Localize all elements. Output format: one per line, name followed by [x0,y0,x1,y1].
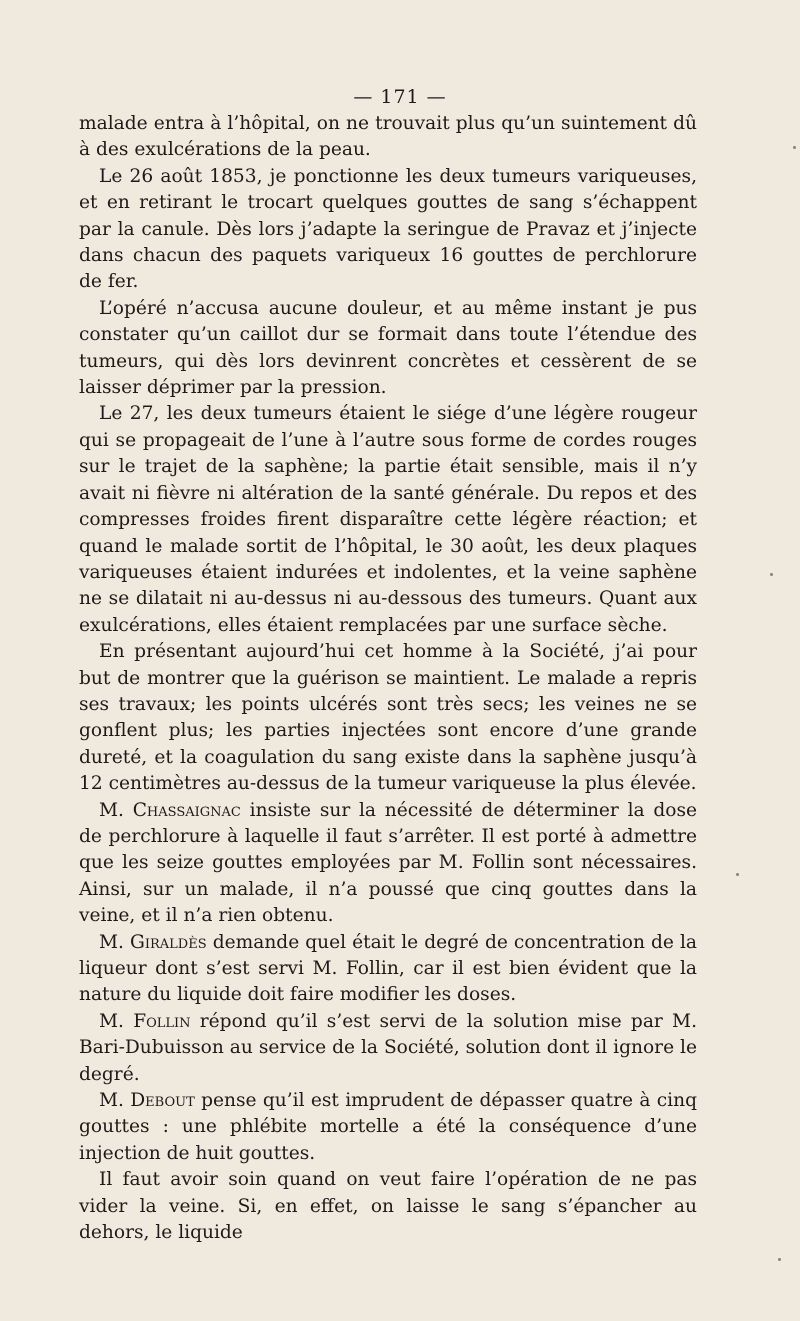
paragraph: malade entra à l’hôpital, on ne trouvait plus qu’un suintement dû à des exulcérations de la peau. [79,113,697,161]
paper-speck [778,1258,781,1261]
speaker-name: M. Chassaignac [99,799,241,821]
speaker-statement: demande quel était le degré de concentration de la liqueur dont s’est servi M. Follin, car il est bien évident que la nature du liquide doit faire modifier les doses. [79,931,698,1006]
paragraph [79,1009,697,1088]
body-text [79,111,697,1246]
paragraph: Il faut avoir soin quand on veut faire l’opération de ne pas vider la veine. Si, en effet, on laisse le sang s’épancher au dehors, le liquide [79,1169,697,1244]
speaker-statement: pense qu’il est imprudent de dépasser quatre à cinq gouttes : une phlébite mortelle a été la conséquence d’une injection de huit gouttes. [79,1090,697,1164]
paper-speck [793,146,796,149]
paragraph [79,1088,697,1167]
paragraph [79,798,697,930]
paper-speck [770,573,773,576]
speaker-statement: répond qu’il s’est servi de la solution mise par M. Bari-Dubuisson au service de la Société, solution dont il ignore le degré. [79,1010,697,1085]
speaker-name: M. Giraldès [99,931,207,953]
page-number: — 171 — [353,86,447,108]
paragraph: En présentant aujourd’hui cet homme à la Société, j’ai pour but de montrer que la guérison se maintient. Le malade a repris ses travaux; les points ulcérés sont très secs; les veines ne se gonflent plus; les parties injectées sont encore d’une grande dureté, et la coagulation du sang existe dans la saphène jusqu’à 12 centimètres au-dessus de la tumeur variqueuse la plus élevée. [79,641,697,795]
paper-speck [736,873,739,876]
paragraph: Le 26 août 1853, je ponctionne les deux tumeurs variqueuses, et en retirant le trocart quelques gouttes de sang s’échappent par la canule. Dès lors j’adapte la seringue de Pravaz et j’injecte dans chacun des paquets variqueux 16 gouttes de perchlorure de fer. [79,165,697,293]
speaker-statement: insiste sur la nécessité de déterminer la dose de perchlorure à laquelle il faut s’arrêter. Il est porté à admettre que les seize gouttes employées par M. Follin sont nécessaires. Ainsi, sur un malade, il n’a poussé que cinq gouttes dans la veine, et il n’a rien obtenu. [79,799,698,927]
paragraph: Le 27, les deux tumeurs étaient le siége d’une légère rougeur qui se propageait de l’une à l’autre sous forme de cordes rouges sur le trajet de la saphène; la partie était sensible, mais il n’y avait ni fièvre ni altération de la santé générale. Du repos et des compresses froides firent disparaître cette légère réaction; et quand le malade sortit de l’hôpital, le 30 août, les deux plaques variqueuses étaient indurées et indolentes, et la veine saphène ne se dilatait ni au-dessus ni au-dessous des tumeurs. Quant aux exulcérations, elles étaient remplacées par une surface sèche. [79,403,697,636]
paragraph [79,930,697,1009]
speaker-name: M. Debout [99,1090,195,1112]
speaker-name: M. Follin [99,1010,191,1032]
paragraph: L’opéré n’accusa aucune douleur, et au même instant je pus constater qu’un caillot dur se formait dans toute l’étendue des tumeurs, qui dès lors devinrent concrètes et cessèrent de se laisser déprimer par la pression. [79,297,697,399]
